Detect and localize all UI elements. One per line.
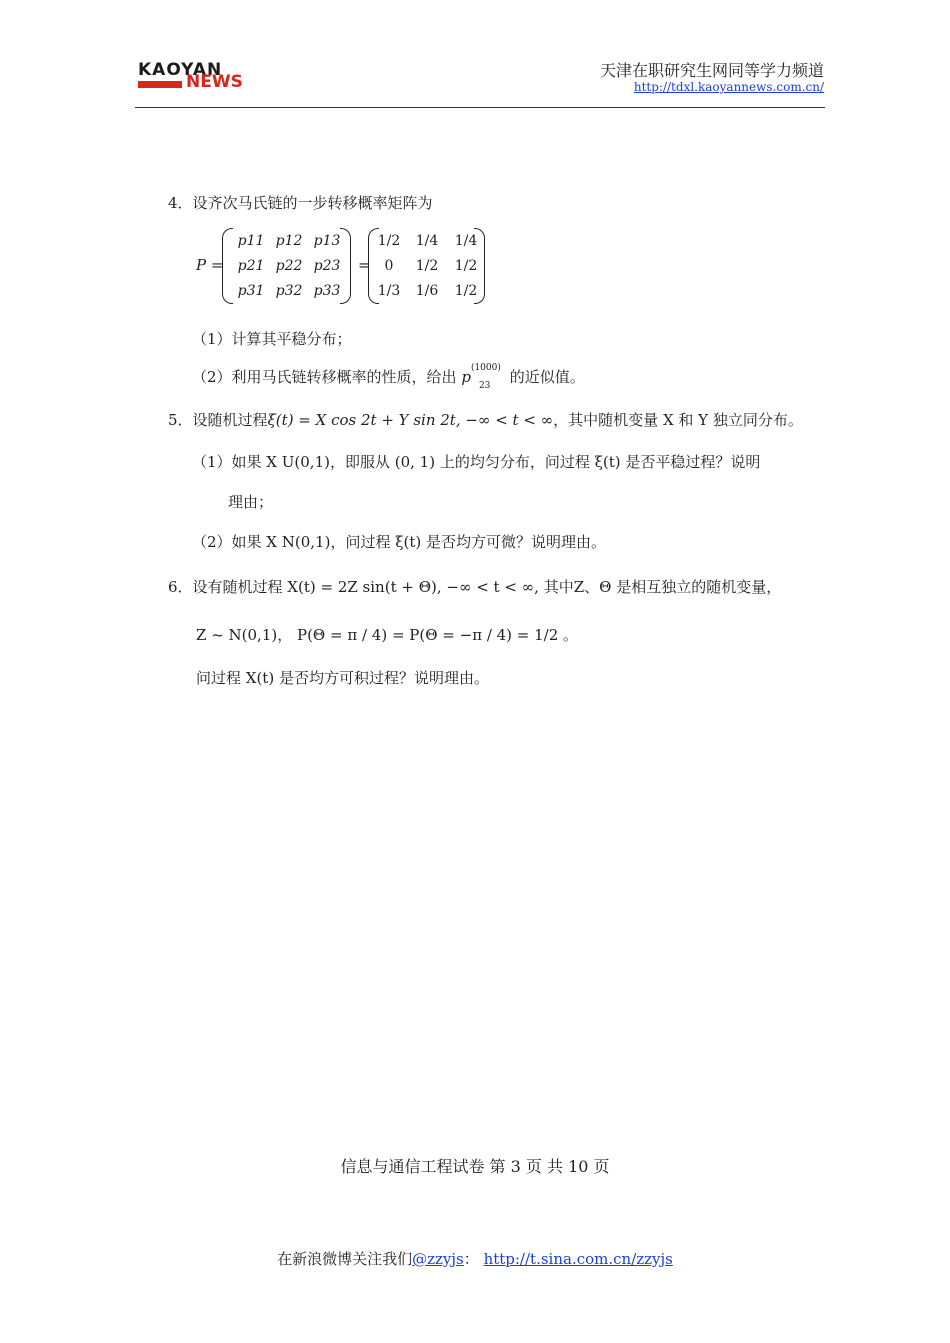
q5-part2: （2）如果 X N(0,1)，问过程 ξ(t) 是否均方可微？说明理由。 (192, 533, 606, 551)
q4-part2-suffix: 的近似值。 (509, 368, 585, 386)
header-divider (135, 107, 825, 108)
matrix-cell: 1/2 (377, 233, 401, 249)
symbolic-matrix (232, 230, 346, 302)
weibo-handle-link[interactable]: @zzyjs (412, 1250, 464, 1268)
matrix-cell: 1/6 (415, 283, 439, 299)
q5-intro-prefix: 5．设随机过程 (168, 411, 268, 429)
matrix-cell: p11 (237, 233, 265, 249)
q5-formula: ξ(t) = X cos 2t + Y sin 2t, −∞ < t < ∞ (267, 411, 554, 429)
matrix-cell: p21 (237, 258, 265, 274)
weibo-separator: ： (463, 1250, 479, 1268)
transition-matrix (196, 228, 486, 304)
weibo-prefix: 在新浪微博关注我们 (277, 1250, 413, 1268)
q4-intro: 4．设齐次马氏链的一步转移概率矩阵为 (168, 194, 433, 212)
q6-line3: 问过程 X(t) 是否均方可积过程？说明理由。 (196, 669, 489, 687)
q4-part2-indices (470, 363, 505, 391)
q4-part2-prefix: （2）利用马氏链转移概率的性质，给出 (192, 368, 457, 386)
q4-part2 (192, 363, 585, 391)
matrix-cell: p22 (275, 258, 303, 274)
q5-part1-line1: （1）如果 X U(0,1)，即服从 (0, 1) 上的均匀分布，问过程 ξ(t) 是否平稳过程？说明 (192, 453, 761, 471)
matrix-cell: p13 (313, 233, 341, 249)
equals-sign: = (358, 256, 371, 274)
matrix-label: P = (196, 256, 224, 274)
matrix-cell: p32 (275, 283, 303, 299)
weibo-follow-line (0, 1248, 950, 1269)
matrix-cell: 0 (384, 258, 394, 274)
q4-part2-sub: 23 (478, 381, 491, 391)
q6-line2: Z ~ N(0,1)， P(Θ = π / 4) = P(Θ = −π / 4) = 1/2 。 (196, 626, 579, 644)
weibo-url-link[interactable]: http://t.sina.com.cn/zzyjs (483, 1250, 673, 1268)
logo-text-bottom: NEWS (186, 72, 243, 92)
matrix-cell: 1/4 (415, 233, 439, 249)
q5-part1-line2: 理由； (228, 493, 274, 511)
kaoyan-logo (138, 60, 250, 94)
logo-text-top: KAOYAN (138, 60, 223, 80)
matrix-cell: p23 (313, 258, 341, 274)
q4-part1: （1）计算其平稳分布； (192, 330, 352, 348)
q4-part2-sup: (1000) (470, 363, 501, 373)
matrix-cell: 1/4 (454, 233, 478, 249)
header-url-link[interactable]: http://tdxl.kaoyannews.com.cn/ (633, 80, 824, 94)
matrix-cell: p12 (275, 233, 303, 249)
matrix-cell: 1/2 (454, 283, 478, 299)
matrix-right-paren (340, 228, 351, 304)
matrix-cell: p31 (237, 283, 265, 299)
matrix-cell: 1/2 (415, 258, 439, 274)
q4-part2-var: p (461, 368, 471, 386)
header-title: 天津在职研究生网同等学力频道 (599, 61, 824, 80)
numeric-right-paren (474, 228, 485, 304)
logo-tagline-bar (138, 81, 182, 88)
q5-intro-suffix: ，其中随机变量 X 和 Y 独立同分布。 (553, 411, 803, 429)
numeric-matrix (371, 230, 485, 302)
q5-intro (168, 409, 803, 430)
page-footer: 信息与通信工程试卷 第 3 页 共 10 页 (340, 1157, 610, 1176)
q6-line1: 6．设有随机过程 X(t) = 2Z sin(t + Θ), −∞ < t < ∞, 其中Z、Θ 是相互独立的随机变量， (168, 578, 782, 596)
matrix-cell: p33 (313, 283, 341, 299)
matrix-cell: 1/3 (377, 283, 401, 299)
matrix-cell: 1/2 (454, 258, 478, 274)
